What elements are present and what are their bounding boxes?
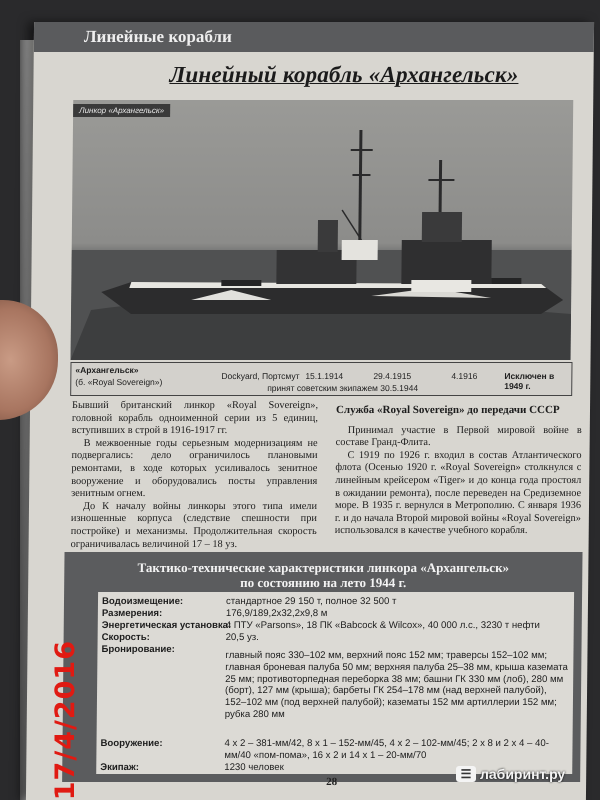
spec-key: Вооружение:	[100, 738, 163, 749]
ship-name: «Архангельск»	[75, 365, 139, 375]
section-header-bar	[34, 22, 594, 52]
removed-date: Исключен в 1949 г.	[504, 371, 555, 391]
watermark-text: лабиринт.ру	[480, 766, 566, 782]
specs-title-line: по состоянию на лето 1944 г.	[240, 575, 407, 590]
spec-value: 4 х 2 – 381-мм/42, 8 х 1 – 152-мм/45, 4 х 2 – 102-мм/45; 2 х 8 и 2 х 4 – 40-мм/40 «пом-пома», 16 х 2 и 14 х 1 – 20-мм/70	[224, 738, 549, 761]
paragraph: Принимал участие в Первой мировой войне в составе Гранд-Флита.	[335, 424, 582, 449]
article-title: Линейный корабль «Архангельск»	[169, 62, 519, 87]
left-text-column	[71, 400, 319, 551]
book-page	[26, 22, 594, 800]
paragraph: С 1919 по 1926 г. входил в состав Атлантического флота (Осенью 1920 г. «Royal Sovereign» столкнулся с линейным крейсером «Tiger» и до конца года простоял в ожидании ремонта), после переведен на Средиземное море. В 1935 г. вернулся в Метрополию. С января 1936 г. и до начала Второй мировой войны «Royal Sovereign» использовался в качестве учебного корабля.	[334, 449, 582, 537]
service-heading: Служба «Royal Sovereign» до передачи СССР	[335, 404, 560, 416]
spec-key: Водоизмещение:	[101, 596, 184, 607]
ship-photo	[71, 100, 574, 360]
launched-date: 29.4.1915	[373, 371, 412, 381]
paragraph: До К началу войны линкоры этого типа имели изношенные корпуса (следствие спешности при постройке) и механизмы. Продолжительная скорость ограничивалась величиной 17 – 18 уз.	[70, 500, 318, 550]
commissioned-date: 4.1916	[451, 371, 478, 381]
specs-table	[96, 592, 574, 774]
specs-title-line: Тактико-технические характеристики линкора «Архангельск»	[137, 560, 510, 575]
spec-key: Энергетическая установка:	[101, 620, 232, 631]
ship-caption	[70, 362, 572, 396]
watermark	[456, 766, 565, 782]
spec-value: 1230 человек	[224, 762, 284, 773]
accepted-note: принят советским экипажем 30.5.1944	[267, 383, 419, 393]
ship-silhouette	[71, 100, 574, 360]
spec-key: Скорость:	[101, 632, 150, 643]
former-name: (б. «Royal Sovereign»)	[75, 377, 163, 387]
paragraph: Бывший британский линкор «Royal Sovereign», головной корабль одноименной серии из 5 единиц, вступивших в строй в 1916-1917 гг.	[71, 400, 319, 437]
section-title: Линейные корабли	[83, 27, 232, 46]
spec-value: главный пояс 330–102 мм, верхний пояс 152 мм; траверсы 152–102 мм; главная броневая палуба 50 мм; верхняя палуба 25–38 мм, крыша каземата 25 мм; противоторпедная переборка 38 мм; башни ГК 330 мм (лоб), 280 мм (борт), 127 мм (крыша); барбеты ГК 254–178 мм (над верхней палубой), 152–102 мм (под верхней палубой); казематы 152 мм артиллерии 152 мм; рубка 280 мм	[224, 650, 568, 720]
shipyard: Dockyard, Портсмут	[221, 371, 300, 381]
specs-title	[64, 560, 582, 590]
spec-value: 20,5 уз.	[225, 632, 259, 643]
spec-value: 176,9/189,2х32,2х9,8 м	[225, 608, 328, 619]
right-text-column	[335, 404, 582, 538]
spec-value: стандартное 29 150 т, полное 32 500 т	[225, 596, 397, 607]
paragraph: В межвоенные годы серьезным модернизациям не подвергались: дело ограничилось плановыми ремонтами, в ходе которых усиливалось зенитное вооружение и оборудовались посты управления зенитным огнем.	[71, 437, 318, 500]
spec-key: Экипаж:	[100, 762, 139, 773]
specs-box	[62, 552, 582, 782]
spec-key: Бронирование:	[101, 644, 175, 655]
date-stamp: 17/4/2016	[50, 640, 81, 800]
laid-down-date: 15.1.1914	[305, 371, 344, 381]
photo-label: Линкор «Архангельск»	[73, 104, 170, 117]
page-number: 28	[326, 776, 338, 788]
spec-value: 4 ПТУ «Parsons», 18 ПК «Babcock & Wilcox», 40 000 л.с., 3230 т нефти	[225, 620, 540, 631]
spec-key: Размерения:	[101, 608, 163, 619]
book-icon: ☰	[456, 766, 476, 782]
